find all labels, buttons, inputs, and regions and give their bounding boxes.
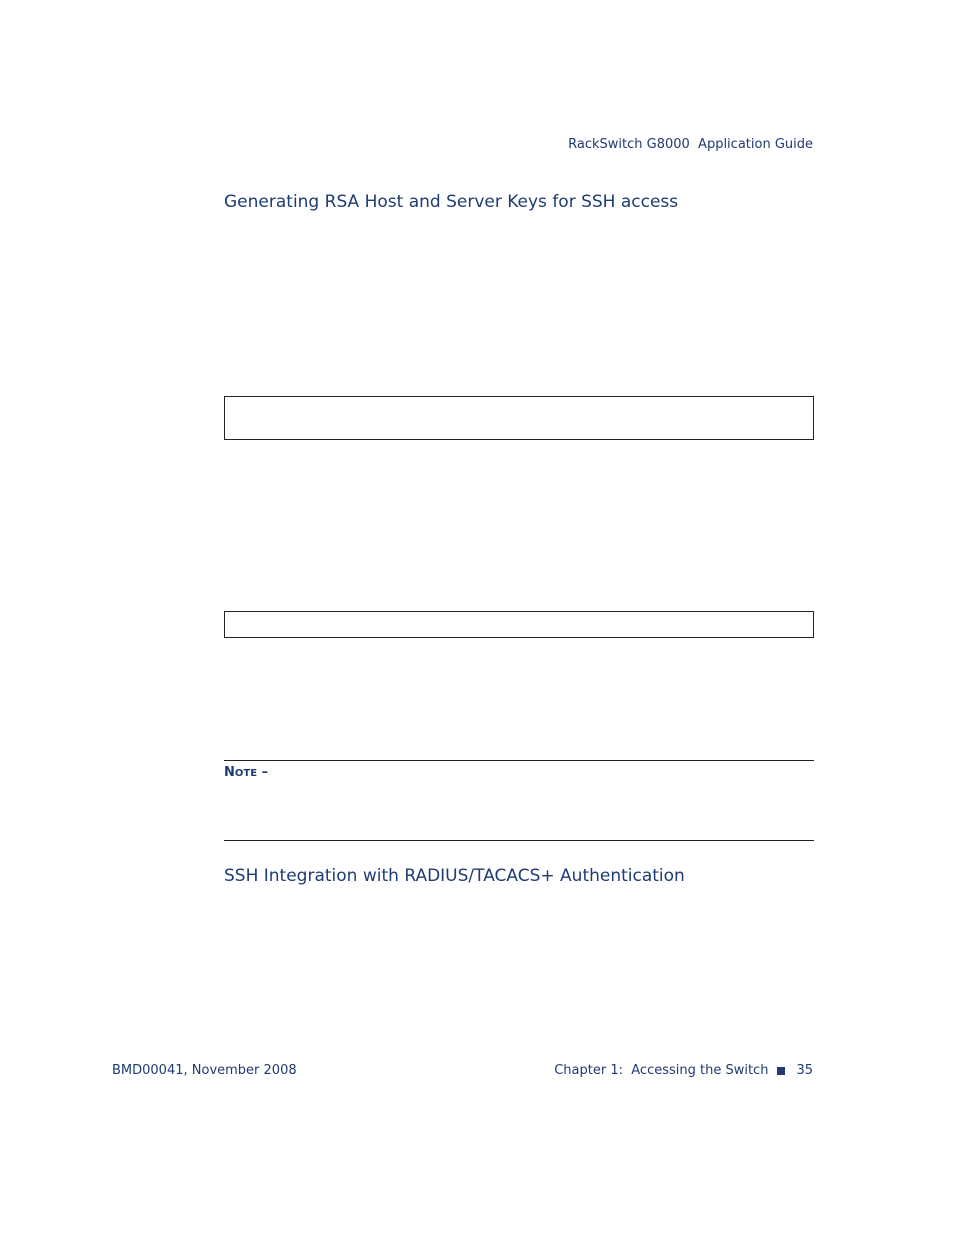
footer-doc-id: BMD00041, November 2008 [112, 1063, 297, 1078]
note-label-initial: N [224, 765, 235, 780]
running-header: RackSwitch G8000 Application Guide [568, 137, 813, 152]
square-bullet-icon [777, 1067, 785, 1075]
note-label-dash: – [257, 765, 269, 780]
code-example-box [224, 396, 814, 440]
section-title-rsa-keys: Generating RSA Host and Server Keys for SSH access [224, 192, 679, 212]
footer-chapter-info [554, 1063, 813, 1078]
note-label [224, 765, 268, 780]
note-label-smallcaps: OTE [234, 768, 258, 779]
code-example-box [224, 611, 814, 638]
footer-chapter: Chapter 1: Accessing the Switch [554, 1063, 769, 1078]
note-bottom-rule [224, 840, 814, 841]
section-title-ssh-radius: SSH Integration with RADIUS/TACACS+ Authentication [224, 866, 685, 886]
footer-page-number: 35 [796, 1063, 813, 1078]
note-top-rule [224, 760, 814, 761]
